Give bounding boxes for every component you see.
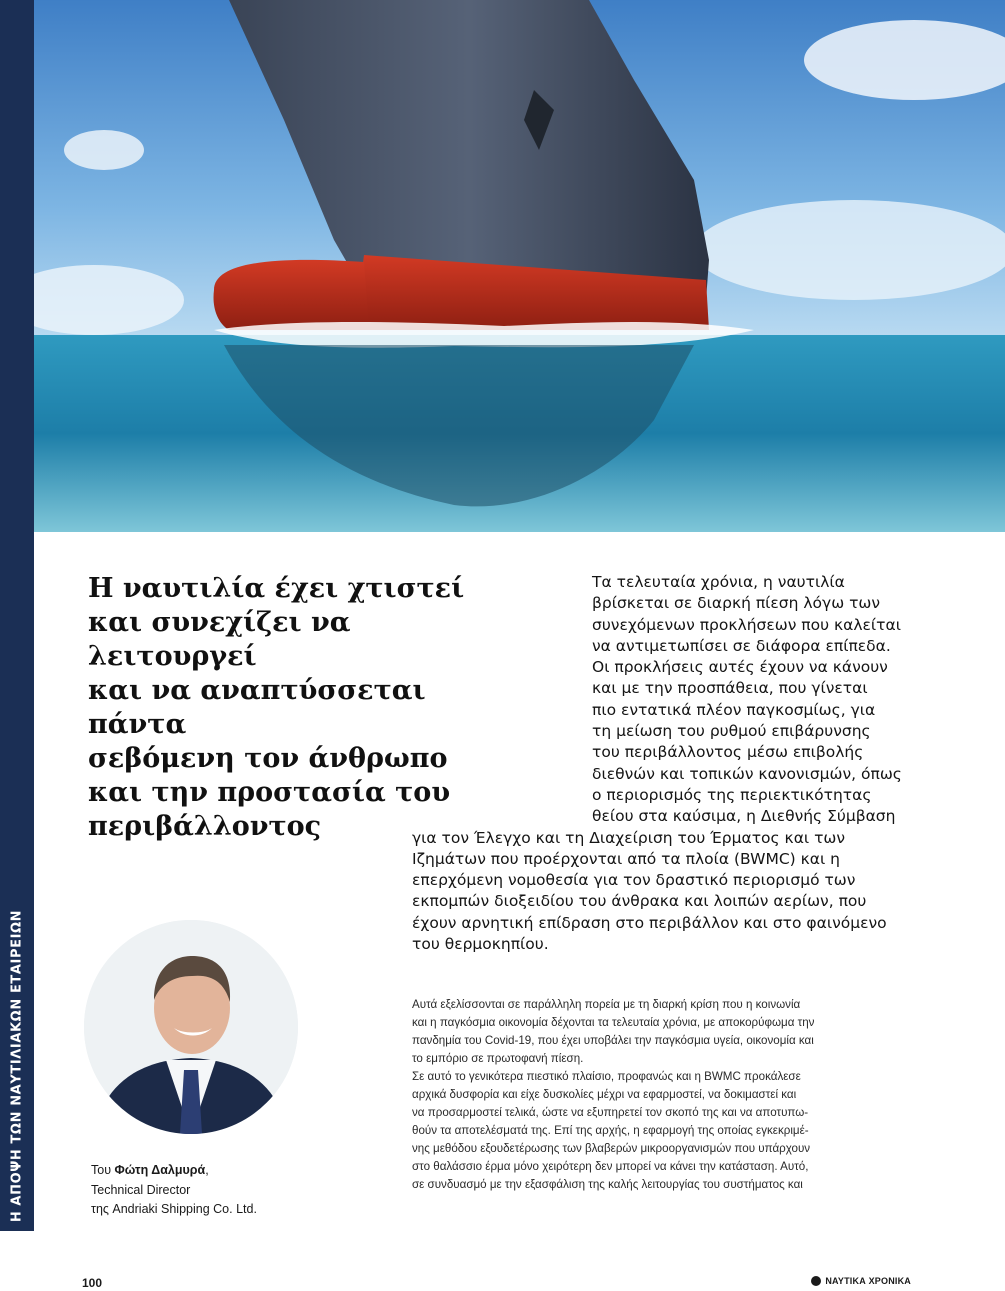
section-sidebar bbox=[0, 0, 34, 1231]
body-line: να προσαρμοστεί τελικά, ώστε να εξυπηρετεί τον σκοπό της και να αποτυπω- bbox=[412, 1106, 809, 1119]
hero-photo bbox=[34, 0, 1005, 532]
body-line: αρχικά δυσφορία και είχε δυσκολίες μέχρι να εφαρμοστεί, να δοκιμαστεί και bbox=[412, 1088, 797, 1101]
body-line: θούν τα αποτελέσματά της. Επί της αρχής, η εφαρμογή της οποίας εγκεκριμέ- bbox=[412, 1124, 809, 1137]
lead-line: βρίσκεται σε διαρκή πίεση λόγω των bbox=[592, 594, 881, 613]
lead-line: Τα τελευταία χρόνια, η ναυτιλία bbox=[592, 573, 845, 591]
lead-line: για τον Έλεγχο και τη Διαχείριση του Έρματος και των bbox=[412, 828, 846, 847]
bulbous-bow bbox=[214, 260, 369, 330]
lead-line: τη μείωση του ρυθμού επιβάρυνσης bbox=[592, 722, 871, 741]
author-company: της Andriaki Shipping Co. Ltd. bbox=[91, 1202, 257, 1216]
body-line: πανδημία του Covid-19, που έχει υποβάλει την παγκόσμια υγεία, οικονομία και bbox=[412, 1034, 814, 1047]
body-line: Σε αυτό το γενικότερα πιεστικό πλαίσιο, προφανώς και η BWMC προκάλεσε bbox=[412, 1070, 801, 1083]
lead-line: θείου στα καύσιμα, η Διεθνής Σύμβαση bbox=[592, 807, 896, 826]
lead-line: του περιβάλλοντος μέσω επιβολής bbox=[592, 743, 864, 762]
publication-logo-icon bbox=[811, 1276, 821, 1286]
headline-line: και να αναπτύσσεται πάντα bbox=[88, 675, 426, 740]
author-byline bbox=[91, 1161, 351, 1220]
author-photo bbox=[84, 920, 298, 1134]
cloud bbox=[694, 200, 1005, 300]
author-suffix: , bbox=[205, 1163, 209, 1177]
headline-line: και συνεχίζει να λειτουργεί bbox=[88, 607, 351, 672]
headline-line: Η ναυτιλία έχει χτιστεί bbox=[88, 573, 465, 604]
ship-bow-illustration bbox=[34, 0, 1005, 532]
lead-line: ο περιορισμός της περιεκτικότητας bbox=[592, 785, 872, 804]
page-number: 100 bbox=[82, 1276, 103, 1290]
lead-line: έχουν αρνητική επίδραση στο περιβάλλον και στο φαινόμενο bbox=[412, 913, 887, 932]
body-paragraph bbox=[412, 996, 912, 1194]
body-line: νης μεθόδου εξουδετέρωσης των βλαβερών μικροοργανισμών που υπάρχουν bbox=[412, 1142, 811, 1155]
lead-line: συνεχόμενων προκλήσεων που καλείται bbox=[592, 615, 901, 634]
publication-logo bbox=[811, 1276, 911, 1286]
body-line: και η παγκόσμια οικονομία δέχονται τα τελευταία χρόνια, με αποκορύφωμα την bbox=[412, 1016, 815, 1029]
lead-line: εκπομπών διοξειδίου του άνθρακα και λοιπών αερίων, που bbox=[412, 892, 867, 911]
author-prefix: Του bbox=[91, 1163, 115, 1177]
lead-line: πιο εντατικά πλέον παγκοσμίως, για bbox=[592, 700, 876, 719]
headline-line: περιβάλλοντος bbox=[88, 811, 322, 842]
author-title: Technical Director bbox=[91, 1182, 191, 1197]
lead-line: Ιζημάτων που προέρχονται από τα πλοία (BWMC) και η bbox=[412, 849, 840, 868]
author-portrait bbox=[84, 920, 298, 1134]
cloud bbox=[64, 130, 144, 170]
body-line: το εμπόριο σε πρωτοφανή πίεση. bbox=[412, 1052, 584, 1065]
headline-line: σεβόμενη τον άνθρωπο bbox=[88, 743, 448, 774]
section-label: Η ΑΠΟΨΗ ΤΩΝ ΝΑΥΤΙΛΙΑΚΩΝ ΕΤΑΙΡΕΙΩΝ bbox=[9, 909, 25, 1223]
body-line: Αυτά εξελίσσονται σε παράλληλη πορεία με τη διαρκή κρίση που η κοινωνία bbox=[412, 998, 801, 1011]
lead-line: να αντιμετωπίσει σε διάφορα επίπεδα. bbox=[592, 636, 891, 655]
lead-line: και με την προσπάθεια, που γίνεται bbox=[592, 679, 868, 698]
headline-line: και την προστασία του bbox=[88, 777, 451, 808]
lead-line: διεθνών και τοπικών κανονισμών, όπως bbox=[592, 764, 902, 783]
lead-line: Οι προκλήσεις αυτές έχουν να κάνουν bbox=[592, 658, 888, 677]
lead-paragraph bbox=[412, 572, 932, 955]
lead-line: του θερμοκηπίου. bbox=[412, 935, 549, 954]
publication-name: ΝΑΥΤΙΚΑ ΧΡΟΝΙΚΑ bbox=[825, 1276, 911, 1286]
body-line: σε συνδυασμό με την εξασφάλιση της καλής λειτουργίας του συστήματος και bbox=[412, 1178, 803, 1191]
author-name-line bbox=[91, 1161, 351, 1181]
author-name: Φώτη Δαλμυρά bbox=[114, 1163, 206, 1177]
lead-line: επερχόμενη νομοθεσία για τον δραστικό περιορισμό των bbox=[412, 871, 856, 890]
body-line: στο θαλάσσιο έρμα μόνο χειρότερη δεν μπορεί να κάνει την κατάσταση. Αυτό, bbox=[412, 1160, 809, 1173]
